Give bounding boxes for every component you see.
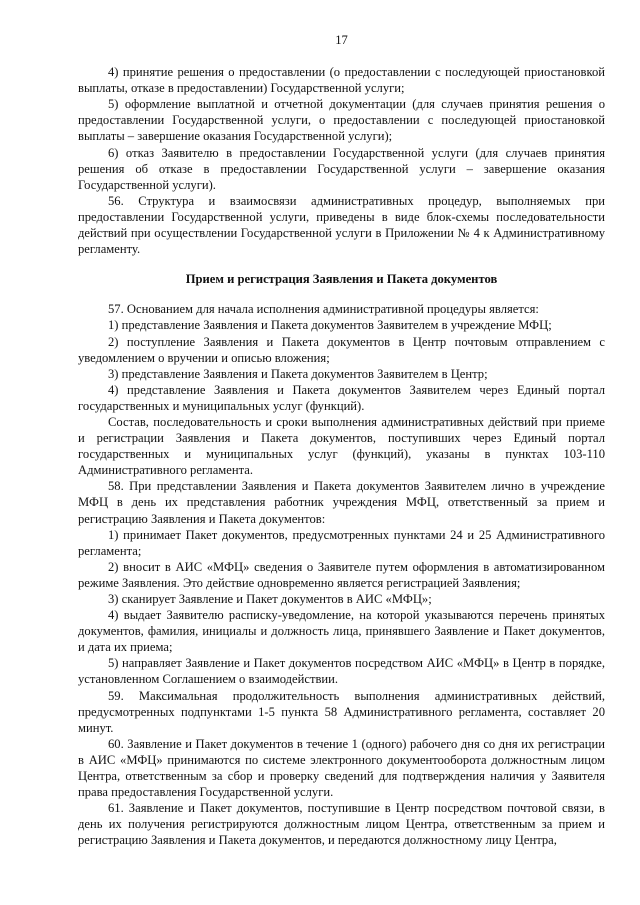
- paragraph-57-2: 2) поступление Заявления и Пакета документов в Центр почтовым отправлением с уведомлением о вручении и описью вложения;: [78, 334, 605, 365]
- paragraph-57-1: 1) представление Заявления и Пакета документов Заявителем в учреждение МФЦ;: [108, 318, 552, 333]
- paragraph-58-2: 2) вносит в АИС «МФЦ» сведения о Заявителе путем оформления в автоматизированном режиме Заявления. Это действие одновременно является регистрацией Заявления;: [78, 559, 605, 590]
- paragraph-61: 61. Заявление и Пакет документов, поступившие в Центр посредством почтовой связи, в день их получения регистрируются должностным лицом Центра, ответственным за прием и регистрацию Заявления и Пакета документов, и передаются должностному лицу Центра,: [78, 801, 605, 848]
- paragraph-item-4: 4) принятие решения о предоставлении (о предоставлении с последующей приостановкой выплаты, отказе в предоставлении) Государственной услуги;: [78, 65, 605, 96]
- paragraph-60: 60. Заявление и Пакет документов в течение 1 (одного) рабочего дня со дня их регистрации в АИС «МФЦ» принимаются по системе электронного документооборота должностным лицом Центра, ответственным за сбор и проверку сведений для подтверждения наличия у Заявителя права предоставления Государственной услуги.: [78, 736, 605, 800]
- section-heading: Прием и регистрация Заявления и Пакета документов: [185, 272, 498, 287]
- paragraph-58-5: 5) направляет Заявление и Пакет документов посредством АИС «МФЦ» в Центр в порядке, установленном Соглашением о взаимодействии.: [78, 656, 605, 687]
- paragraph-58-1: 1) принимает Пакет документов, предусмотренных пунктами 24 и 25 Административного регламента;: [78, 527, 605, 558]
- paragraph-57-4: 4) представление Заявления и Пакета документов Заявителем через Единый портал государственных и муниципальных услуг (функций).: [78, 382, 605, 413]
- document-page: [78, 32, 605, 849]
- paragraph-59: 59. Максимальная продолжительность выполнения административных действий, предусмотренных подпунктами 1-5 пункта 58 Административного регламента, составляет 20 минут.: [78, 688, 605, 735]
- paragraph-58: 58. При представлении Заявления и Пакета документов Заявителем лично в учреждение МФЦ в день их представления работник учреждения МФЦ, ответственный за прием и регистрацию Заявления и Пакета документов:: [78, 479, 605, 526]
- paragraph-57-3: 3) представление Заявления и Пакета документов Заявителем в Центр;: [108, 366, 488, 381]
- paragraph-item-6: 6) отказ Заявителю в предоставлении Государственной услуги (для случаев принятия решения об отказе в предоставлении Государственной услуги – завершение оказания Государственной услуги).: [78, 145, 605, 192]
- paragraph-58-3: 3) сканирует Заявление и Пакет документов в АИС «МФЦ»;: [108, 592, 432, 606]
- paragraph-57: 57. Основанием для начала исполнения административной процедуры является:: [108, 302, 539, 317]
- paragraph-56: 56. Структура и взаимосвязи административных процедур, выполняемых при предоставлении Государственной услуги, приведены в виде блок-схемы последовательности действий при осуществлении Государственной услуги в Приложении № 4 к Административному регламенту.: [78, 193, 605, 257]
- paragraph-58-4: 4) выдает Заявителю расписку-уведомление, на которой указываются перечень принятых документов, фамилия, инициалы и должность лица, принявшего Заявление и Пакет документов, и дата их приема;: [78, 608, 605, 655]
- page-number: 17: [335, 33, 348, 47]
- paragraph-item-5: 5) оформление выплатной и отчетной документации (для случаев принятия решения о предоставлении Государственной услуги, о предоставлении с последующей приостановкой выплаты – завершение оказания Государственной услуги);: [78, 97, 605, 144]
- paragraph-composition: Состав, последовательность и сроки выполнения административных действий при приеме и регистрации Заявления и Пакета документов, поступивших через Единый портал государственных и муниципальных услуг (функций), указаны в пунктах 103-110 Административного регламента.: [78, 414, 605, 478]
